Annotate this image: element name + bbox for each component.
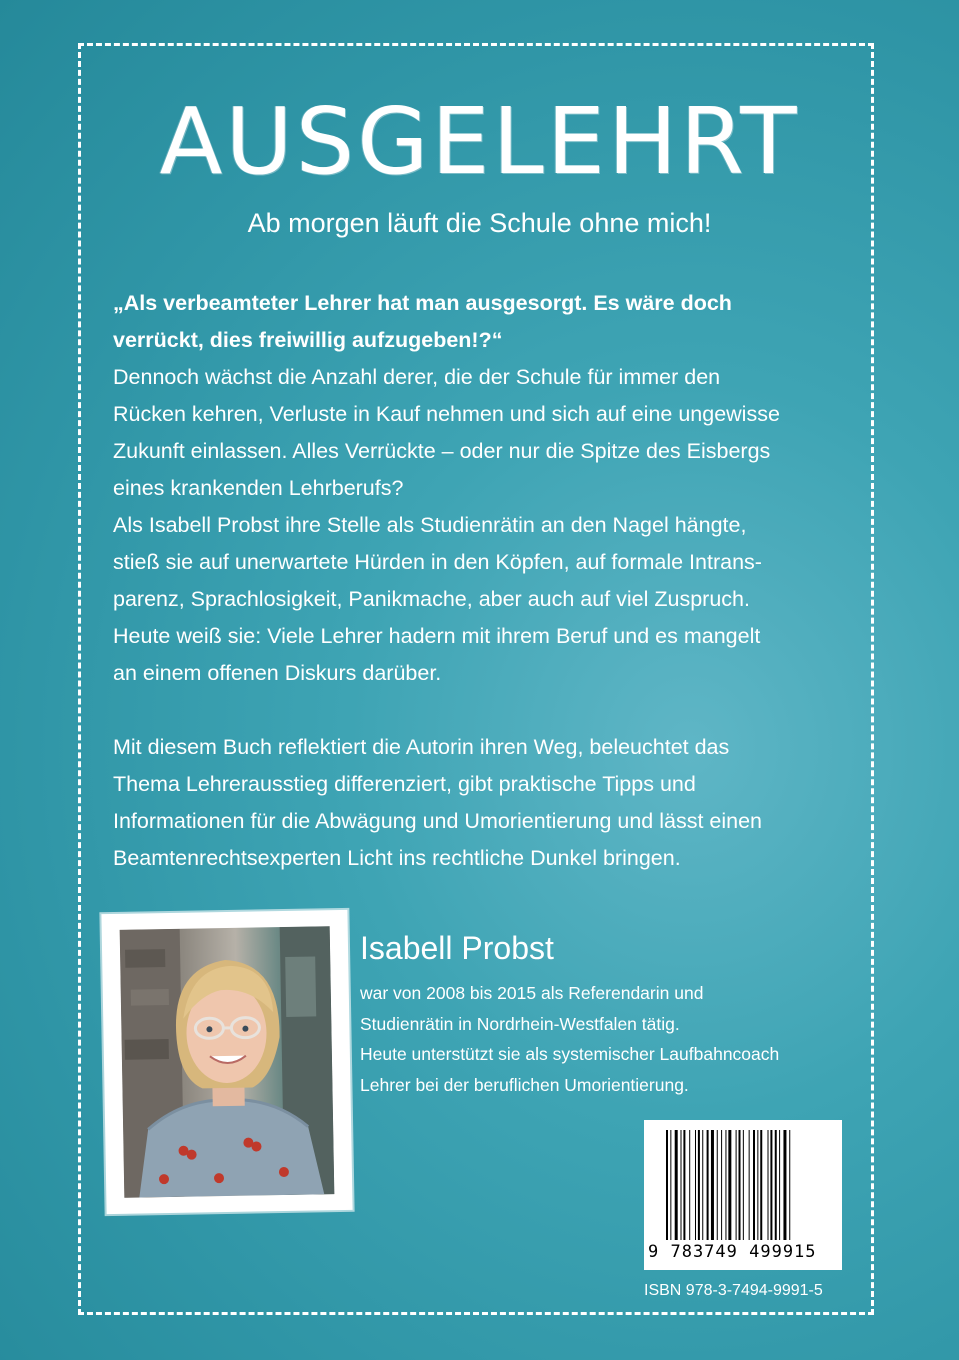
author-photo — [120, 926, 335, 1198]
author-name: Isabell Probst — [360, 930, 554, 966]
blurb-line: stieß sie auf unerwartete Hürden in den Köpfen, auf formale Intrans- — [113, 550, 762, 574]
blurb-line: Heute weiß sie: Viele Lehrer hadern mit ihrem Beruf und es mangelt — [113, 624, 761, 648]
author-photo-frame — [101, 910, 352, 1214]
blurb-line: Als Isabell Probst ihre Stelle als Studienrätin an den Nagel hängte, — [113, 513, 747, 537]
barcode-bar — [753, 1130, 755, 1240]
barcode-bar — [666, 1130, 668, 1240]
barcode-bar — [757, 1130, 758, 1240]
barcode-bar — [695, 1130, 696, 1240]
barcode-bar — [770, 1130, 772, 1240]
author-bio-line: Heute unterstützt sie als systemischer Laufbahncoach — [360, 1044, 780, 1064]
blurb-line: Thema Lehrerausstieg differenziert, gibt praktische Tipps und — [113, 772, 696, 796]
barcode-bar — [768, 1130, 769, 1240]
barcode-bar — [702, 1130, 703, 1240]
blurb-line: Rücken kehren, Verluste in Kauf nehmen und sich auf eine ungewisse — [113, 402, 780, 426]
barcode-bar — [779, 1130, 780, 1240]
author-portrait-illustration — [120, 926, 335, 1198]
blurb-line: Zukunft einlassen. Alles Verrückte – oder nur die Spitze des Eisbergs — [113, 439, 771, 463]
barcode-bar — [728, 1130, 731, 1240]
paragraph-gap — [113, 692, 853, 729]
barcode — [644, 1120, 842, 1270]
blurb-line: Dennoch wächst die Anzahl derer, die der Schule für immer den — [113, 365, 721, 389]
author-bio-line: war von 2008 bis 2015 als Referendarin und — [360, 983, 704, 1003]
barcode-bar — [717, 1130, 718, 1240]
barcode-bar — [698, 1130, 700, 1240]
barcode-bar — [689, 1130, 690, 1240]
barcode-bar — [675, 1130, 678, 1240]
blurb-line: eines krankenden Lehrberufs? — [113, 476, 404, 500]
blurb-line: Informationen für die Abwägung und Umorientierung und lässt einen — [113, 809, 762, 833]
barcode-bar — [743, 1130, 744, 1240]
barcode-bar — [789, 1130, 790, 1240]
barcode-bar — [739, 1130, 741, 1240]
barcode-bar — [670, 1130, 671, 1240]
barcode-bar — [783, 1130, 786, 1240]
barcode-bars — [666, 1130, 822, 1242]
author-bio-line: Lehrer bei der beruflichen Umorientierung. — [360, 1074, 689, 1095]
book-title: AUSGELEHRT — [159, 88, 800, 195]
barcode-bar — [711, 1130, 714, 1240]
blurb-line: Mit diesem Buch reflektiert die Autorin ihren Weg, beleuchtet das — [113, 735, 730, 759]
barcode-bar — [683, 1130, 685, 1240]
barcode-bar — [775, 1130, 777, 1240]
blurb-line: Beamtenrechtsexperten Licht ins rechtliche Dunkel bringen. — [113, 846, 681, 870]
barcode-bar — [681, 1130, 682, 1240]
barcode-bar — [725, 1130, 726, 1240]
barcode-digits: 9 783749 499915 — [648, 1242, 817, 1262]
barcode-bar — [721, 1130, 722, 1240]
author-bio — [360, 978, 840, 1100]
barcode-bar — [707, 1130, 709, 1240]
barcode-bar — [749, 1130, 750, 1240]
isbn-label: ISBN 978-3-7494-9991-5 — [644, 1282, 823, 1299]
blurb-line: an einem offenen Diskurs darüber. — [113, 661, 442, 685]
book-subtitle: Ab morgen läuft die Schule ohne mich! — [247, 208, 712, 238]
quote-line: verrückt, dies freiwillig aufzugeben!?“ — [113, 328, 503, 352]
blurb-line: parenz, Sprachlosigkeit, Panikmache, aber auch auf viel Zuspruch. — [113, 587, 750, 611]
quote-line: „Als verbeamteter Lehrer hat man ausgesorgt. Es wäre doch — [113, 291, 732, 315]
barcode-bar — [760, 1130, 762, 1240]
blurb-text — [113, 285, 853, 877]
barcode-bar — [736, 1130, 737, 1240]
author-bio-line: Studienrätin in Nordrhein-Westfalen tätig. — [360, 1013, 680, 1034]
